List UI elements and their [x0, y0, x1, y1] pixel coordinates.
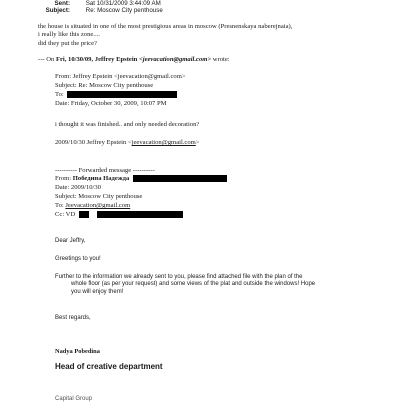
quoted-body-prefix: 2009/10/30 Jeffrey Epstein <: [55, 139, 132, 146]
quoted-to-row: [55, 91, 177, 99]
forward-separator: ---------- Forwarded message ----------: [55, 167, 155, 174]
forward-subject: Subject: Moscow City penthouse: [55, 193, 143, 200]
redaction-bar: [67, 91, 177, 98]
forward-from-label: From:: [55, 175, 72, 183]
quote-intro-prefix: --- On: [38, 56, 55, 63]
quoted-to-label: To:: [55, 91, 64, 99]
forward-from-name: Победина Надежда: [72, 175, 130, 183]
forward-date: Date: 2009/10/30: [55, 184, 101, 191]
quote-intro-suffix: wrote:: [212, 56, 230, 63]
sent-row: [40, 0, 161, 7]
sent-value: Sat 10/31/2009 3:44:09 AM: [85, 0, 161, 7]
redaction-bar: [133, 175, 227, 182]
letter-para-line-1: Further to the information we already sent to you, please find attached file with the plan of the: [55, 274, 303, 280]
signature-name: Nadya Pobedina: [55, 348, 100, 355]
quote-intro: [38, 56, 230, 64]
redaction-bar: [79, 211, 89, 218]
subject-row: [40, 7, 163, 14]
quoted-body-suffix: >: [195, 139, 200, 146]
reply-line-1: the house is situated in one of the most prestigious areas in moscow (Presnenskaya naberejnaia),: [38, 23, 293, 30]
quoted-date: Date: Friday, October 30, 2009, 10:07 PM: [55, 100, 167, 107]
reply-line-2: i really like this zone....: [38, 31, 100, 38]
quoted-email-link[interactable]: jeevacation@gmail.com: [131, 139, 196, 146]
letter-greetings: Greetings to you!: [55, 256, 101, 262]
quoted-body-line-1: i thought it was finished.. and only needed decoration?: [55, 121, 200, 128]
redaction-bar: [97, 211, 183, 218]
forward-to-label: To:: [55, 202, 64, 209]
signature-company: Capital Group: [55, 396, 93, 402]
forward-to-link[interactable]: Jeevacation@gmail.com: [65, 202, 131, 209]
sent-label: Sent:: [54, 0, 70, 7]
subject-label: Subject:: [45, 7, 70, 14]
letter-para-line-3: you will enjoy them!: [71, 289, 124, 295]
quoted-subject: Subject: Re: Moscow City penthouse: [55, 82, 154, 89]
quoted-from: From: Jeffrey Epstein <jeevacation@gmail.com>: [55, 73, 186, 80]
subject-value: Re: Moscow City penthouse: [85, 7, 163, 14]
letter-greeting: Dear Jeffry,: [55, 238, 86, 244]
quote-intro-email: <jeevacation@gmail.com>: [138, 56, 212, 63]
quoted-body-line-2: [55, 139, 200, 147]
letter-para-line-2: whole floor (as per your request) and some views of the plat and outside the windows! Hope: [71, 281, 316, 287]
forward-to-row: [55, 202, 130, 210]
reply-line-3: did they put the price?: [38, 40, 97, 47]
forward-cc-row: [55, 211, 183, 219]
quote-intro-date: Fri, 10/30/09, Jeffrey Epstein: [55, 56, 138, 63]
letter-regards: Best regards,: [55, 315, 91, 321]
forward-cc-label: Cc: VD: [55, 211, 76, 219]
forward-from-row: [55, 175, 227, 183]
signature-title: Head of creative department: [55, 362, 163, 371]
